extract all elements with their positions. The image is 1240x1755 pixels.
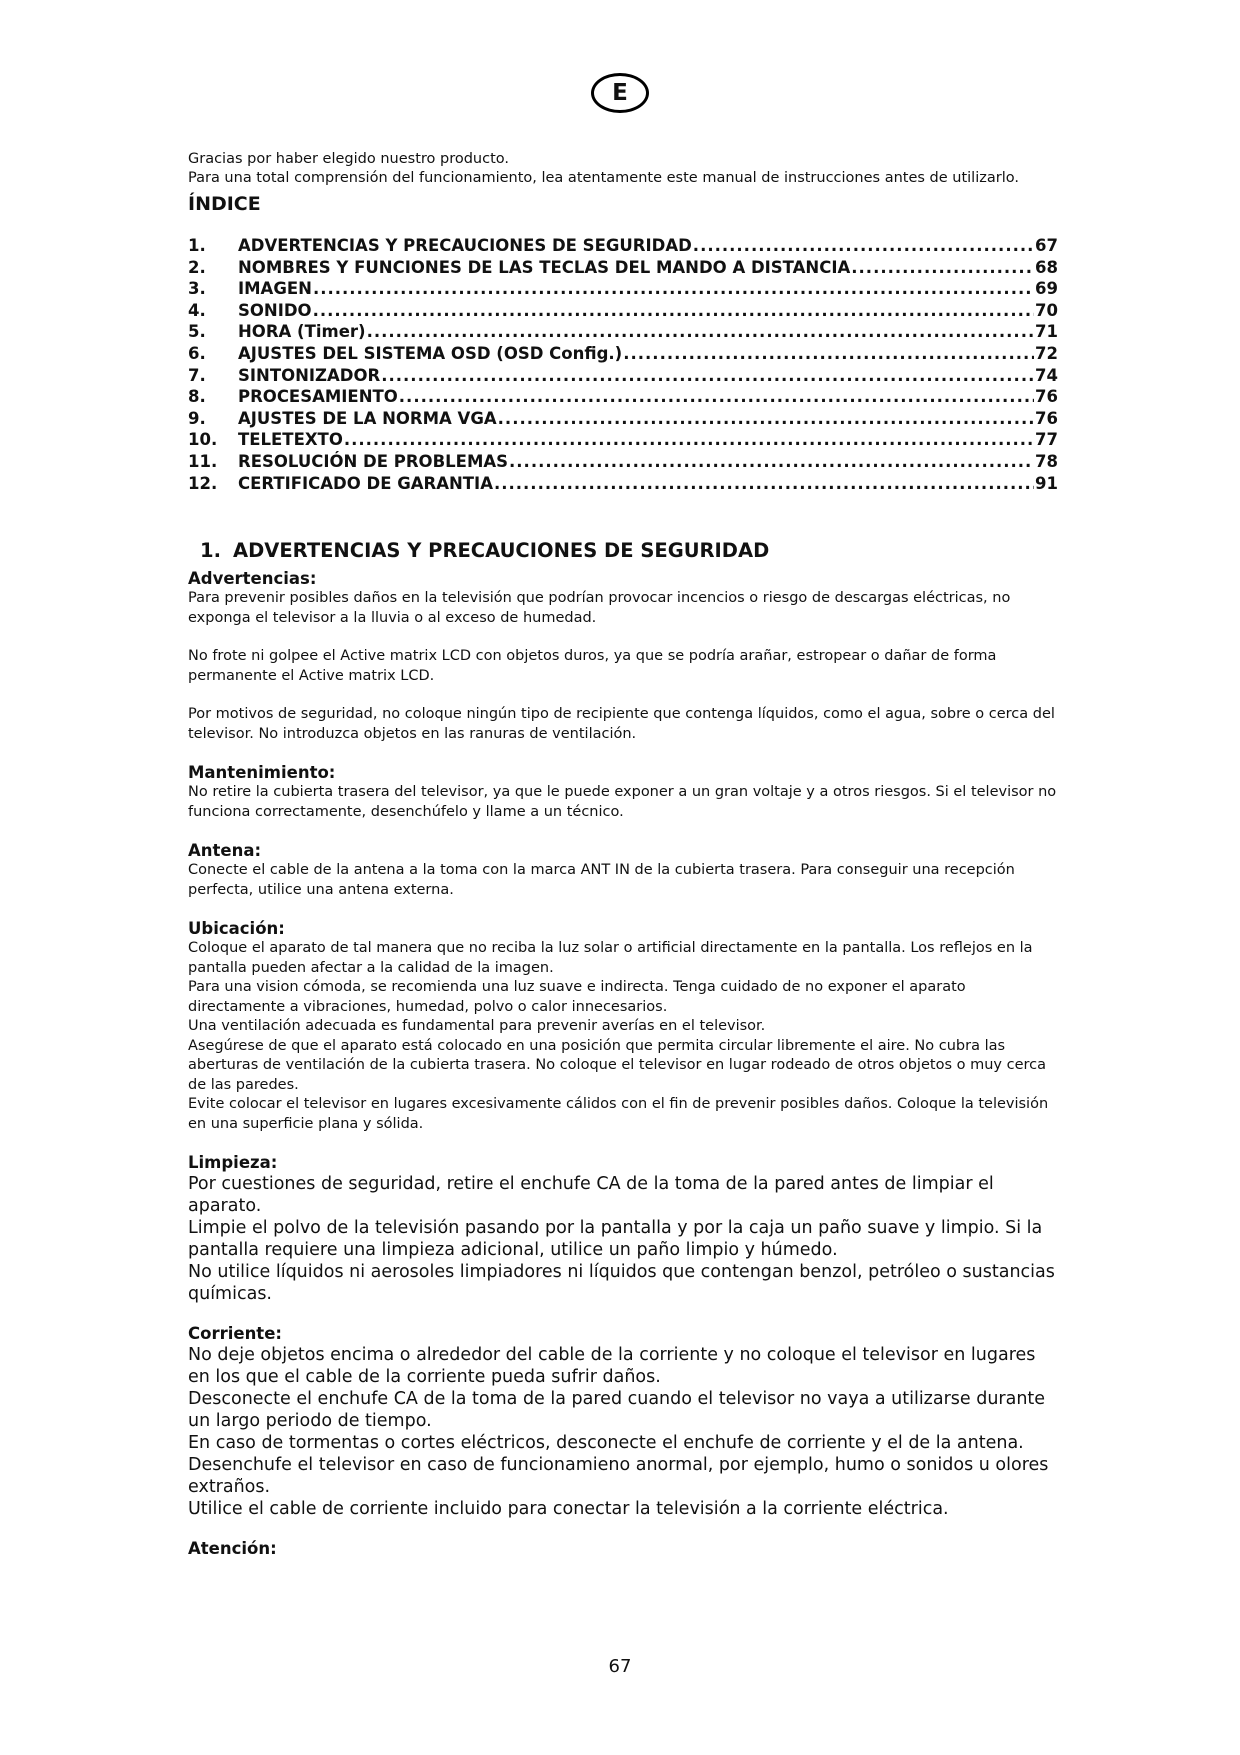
subsection-title: Mantenimiento: [188, 763, 336, 783]
toc-title: AJUSTES DEL SISTEMA OSD (OSD Config.) [238, 343, 623, 363]
toc-number: 5. [188, 322, 206, 342]
toc-title: TELETEXTO [238, 430, 343, 450]
toc-page: 91 [1035, 473, 1058, 493]
toc-number: 12. [188, 473, 218, 493]
toc-page: 67 [1035, 236, 1058, 255]
subsection-title: Limpieza: [188, 1153, 278, 1173]
toc-title: IMAGEN [238, 279, 312, 299]
toc-number: 7. [188, 365, 206, 385]
paragraph: Para prevenir posibles daños en la televisión que podrían provocar incencios o riesgo de descargas eléctricas, no exponga el televisor a la lluvia o al exceso de humedad. [188, 590, 1011, 626]
toc-page: 76 [1035, 408, 1058, 428]
toc-item[interactable] [188, 386, 1058, 408]
toc-title: SONIDO [238, 300, 312, 320]
subsection-title: Advertencias: [188, 569, 317, 589]
paragraph: Evite colocar el televisor en lugares excesivamente cálidos con el fin de prevenir posibles daños. Coloque la televisión en una superficie plana y sólida. [188, 1096, 1049, 1132]
toc-leader [494, 473, 1034, 495]
toc-leader [509, 451, 1034, 473]
paragraph: Desconecte el enchufe CA de la toma de la pared cuando el televisor no vaya a utilizarse durante un largo periodo de tiempo. [188, 1389, 1046, 1432]
paragraph: En caso de tormentas o cortes eléctricos, desconecte el enchufe de corriente y el de la antena. [188, 1433, 1024, 1454]
paragraph: Por cuestiones de seguridad, retire el enchufe CA de la toma de la pared antes de limpiar el aparato. [188, 1174, 994, 1217]
toc-item[interactable] [188, 257, 1058, 279]
toc-leader [313, 278, 1034, 300]
toc-leader [313, 300, 1034, 322]
toc-title: ADVERTENCIAS Y PRECAUCIONES DE SEGURIDAD [238, 236, 692, 255]
toc-item[interactable] [188, 429, 1058, 451]
toc-leader [693, 235, 1034, 257]
page-content [188, 150, 1058, 1559]
paragraph: Desenchufe el televisor en caso de funcionamieno anormal, por ejemplo, humo o sonidos u olores extraños. [188, 1455, 1049, 1498]
toc-page: 74 [1035, 365, 1058, 385]
toc-number: 1. [188, 236, 206, 255]
toc-number: 2. [188, 257, 206, 277]
toc-page: 76 [1035, 387, 1058, 407]
toc-item[interactable] [188, 473, 1058, 495]
subsection-title: Atención: [188, 1539, 277, 1559]
toc-title: HORA (Timer) [238, 322, 366, 342]
toc-number: 9. [188, 408, 206, 428]
toc-number: 6. [188, 343, 206, 363]
toc-title: NOMBRES Y FUNCIONES DE LAS TECLAS DEL MANDO A DISTANCIA [238, 257, 851, 277]
toc-item[interactable] [188, 278, 1058, 300]
toc-item[interactable] [188, 451, 1058, 473]
toc-leader [623, 343, 1034, 365]
toc-leader [399, 386, 1034, 408]
subsection-limpieza [188, 1152, 1058, 1305]
language-badge: E [591, 73, 649, 113]
toc-leader [498, 408, 1034, 430]
section-heading [188, 538, 1058, 564]
paragraph: Coloque el aparato de tal manera que no reciba la luz solar o artificial directamente en la pantalla. Los reflejos en la pantalla pueden afectar a la calidad de la imagen. [188, 940, 1033, 976]
toc-item[interactable] [188, 235, 1058, 257]
toc-page: 78 [1035, 451, 1058, 471]
table-of-contents [188, 235, 1058, 494]
toc-page: 70 [1035, 300, 1058, 320]
paragraph: Limpie el polvo de la televisión pasando por la pantalla y por la caja un paño suave y limpio. Si la pantalla requiere una limpieza adicional, utilice un paño limpio y húmedo. [188, 1218, 1043, 1261]
paragraph: Una ventilación adecuada es fundamental para prevenir averías en el televisor. [188, 1018, 766, 1035]
toc-page: 68 [1035, 257, 1058, 277]
subsection-advertencias [188, 568, 1058, 744]
paragraph: Por motivos de seguridad, no coloque ningún tipo de recipiente que contenga líquidos, como el agua, sobre o cerca del televisor. No introduzca objetos en las ranuras de ventilación. [188, 706, 1055, 742]
paragraph: No utilice líquidos ni aerosoles limpiadores ni líquidos que contengan benzol, petróleo o sustancias químicas. [188, 1262, 1055, 1305]
subsection-antena [188, 840, 1058, 900]
intro-line-2: Para una total comprensión del funcionamiento, lea atentamente este manual de instrucciones antes de utilizarlo. [188, 170, 1019, 186]
toc-page: 69 [1035, 279, 1058, 299]
paragraph: Asegúrese de que el aparato está colocado en una posición que permita circular libremente el aire. No cubra las aberturas de ventilación de la cubierta trasera. No coloque el televisor en lugar rodeado de otros objetos o muy cerca de las paredes. [188, 1037, 1046, 1093]
toc-title: CERTIFICADO DE GARANTIA [238, 473, 493, 493]
paragraph: No retire la cubierta trasera del televisor, ya que le puede exponer a un gran voltaje y a otros riesgos. Si el televisor no funciona correctamente, desenchúfelo y llame a un técnico. [188, 784, 1057, 820]
toc-number: 8. [188, 387, 206, 407]
paragraph: Conecte el cable de la antena a la toma con la marca ANT IN de la cubierta trasera. Para conseguir una recepción perfecta, utilice una antena externa. [188, 862, 1015, 898]
toc-title: SINTONIZADOR [238, 365, 381, 385]
toc-page: 71 [1035, 322, 1058, 342]
toc-title: PROCESAMIENTO [238, 387, 398, 407]
paragraph: Utilice el cable de corriente incluido para conectar la televisión a la corriente eléctrica. [188, 1499, 949, 1520]
toc-number: 11. [188, 451, 218, 471]
index-title: ÍNDICE [188, 193, 261, 215]
toc-item[interactable] [188, 365, 1058, 387]
paragraph: No deje objetos encima o alrededor del cable de la corriente y no coloque el televisor en lugares en los que el cable de la corriente pueda sufrir daños. [188, 1345, 1036, 1388]
toc-item[interactable] [188, 300, 1058, 322]
toc-item[interactable] [188, 321, 1058, 343]
intro [188, 150, 1058, 188]
toc-page: 77 [1035, 430, 1058, 450]
subsection-corriente [188, 1323, 1058, 1520]
subsection-mantenimiento [188, 762, 1058, 822]
toc-number: 10. [188, 430, 218, 450]
toc-leader [344, 429, 1034, 451]
toc-title: AJUSTES DE LA NORMA VGA [238, 408, 497, 428]
subsection-title: Antena: [188, 841, 262, 861]
toc-title: RESOLUCIÓN DE PROBLEMAS [238, 451, 509, 471]
intro-line-1: Gracias por haber elegido nuestro producto. [188, 151, 509, 167]
subsection-title: Ubicación: [188, 919, 285, 939]
toc-item[interactable] [188, 343, 1058, 365]
subsection-atencion [188, 1538, 1058, 1559]
subsection-ubicacion [188, 918, 1058, 1134]
section-number: 1. [200, 539, 221, 563]
toc-page: 72 [1035, 343, 1058, 363]
page-number: 67 [608, 1656, 632, 1677]
paragraph: Para una vision cómoda, se recomienda una luz suave e indirecta. Tenga cuidado de no exponer el aparato directamente a vibraciones, humedad, polvo o calor innecesarios. [188, 979, 966, 1015]
section-title: ADVERTENCIAS Y PRECAUCIONES DE SEGURIDAD [232, 539, 770, 563]
toc-number: 3. [188, 279, 206, 299]
subsection-title: Corriente: [188, 1324, 282, 1344]
paragraph: No frote ni golpee el Active matrix LCD con objetos duros, ya que se podría arañar, estropear o dañar de forma permanente el Active matrix LCD. [188, 648, 997, 684]
toc-leader [367, 321, 1034, 343]
toc-number: 4. [188, 300, 206, 320]
toc-leader [851, 257, 1034, 279]
toc-item[interactable] [188, 408, 1058, 430]
toc-leader [381, 365, 1034, 387]
